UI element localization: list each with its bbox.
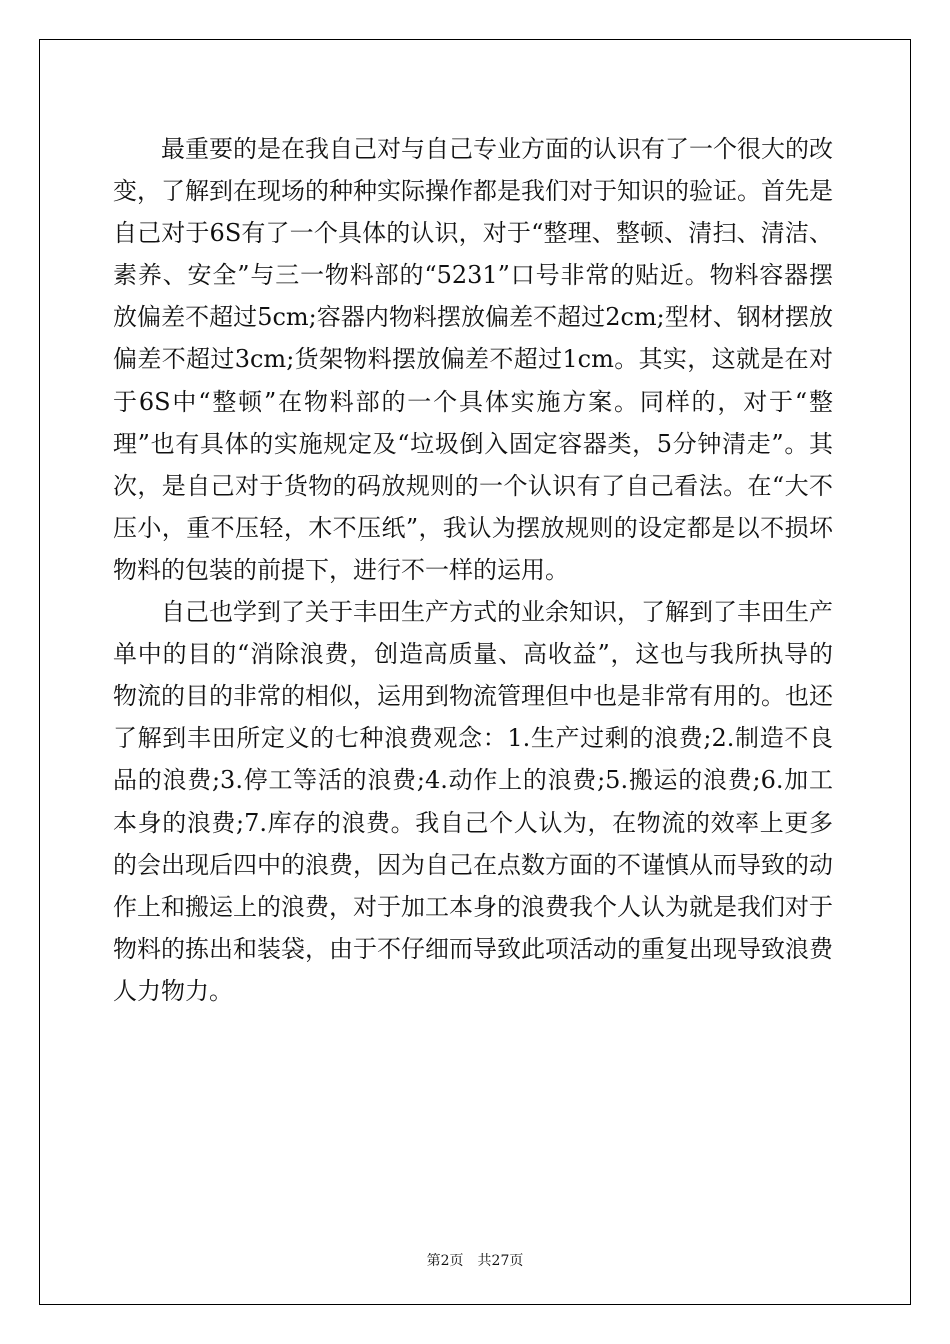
paragraph-2: 自己也学到了关于丰田生产方式的业余知识，了解到了丰田生产单中的目的“消除浪费，创造高质量、高收益”，这也与我所执导的物流的目的非常的相似，运用到物流管理但中也是非常有用的。也还了解到丰田所定义的七种浪费观念：1.生产过剩的浪费;2.制造不良品的浪费;3.停工等活的浪费;4.动作上的浪费;5.搬运的浪费;6.加工本身的浪费;7.库存的浪费。我自己个人认为，在物流的效率上更多的会出现后四中的浪费，因为自己在点数方面的不谨慎从而导致的动作上和搬运上的浪费，对于加工本身的浪费我个人认为就是我们对于物料的拣出和装袋，由于不仔细而导致此项活动的重复出现导致浪费人力物力。: [113, 598, 833, 1005]
document-body: [113, 128, 833, 1012]
page-number-footer: 第2页 共27页: [426, 1253, 524, 1269]
paragraph-1: 最重要的是在我自己对与自己专业方面的认识有了一个很大的改变，了解到在现场的种种实际操作都是我们对于知识的验证。首先是自己对于6S有了一个具体的认识，对于“整理、整顿、清扫、清洁、素养、安全”与三一物料部的“5231”口号非常的贴近。物料容器摆放偏差不超过5cm;容器内物料摆放偏差不超过2cm;型材、钢材摆放偏差不超过3cm;货架物料摆放偏差不超过1cm。其实，这就是在对于6S中“整顿”在物料部的一个具体实施方案。同样的，对于“整理”也有具体的实施规定及“垃圾倒入固定容器类，5分钟清走”。其次，是自己对于货物的码放规则的一个认识有了自己看法。在“大不压小，重不压轻，木不压纸”，我认为摆放规则的设定都是以不损坏物料的包装的前提下，进行不一样的运用。: [113, 135, 833, 584]
